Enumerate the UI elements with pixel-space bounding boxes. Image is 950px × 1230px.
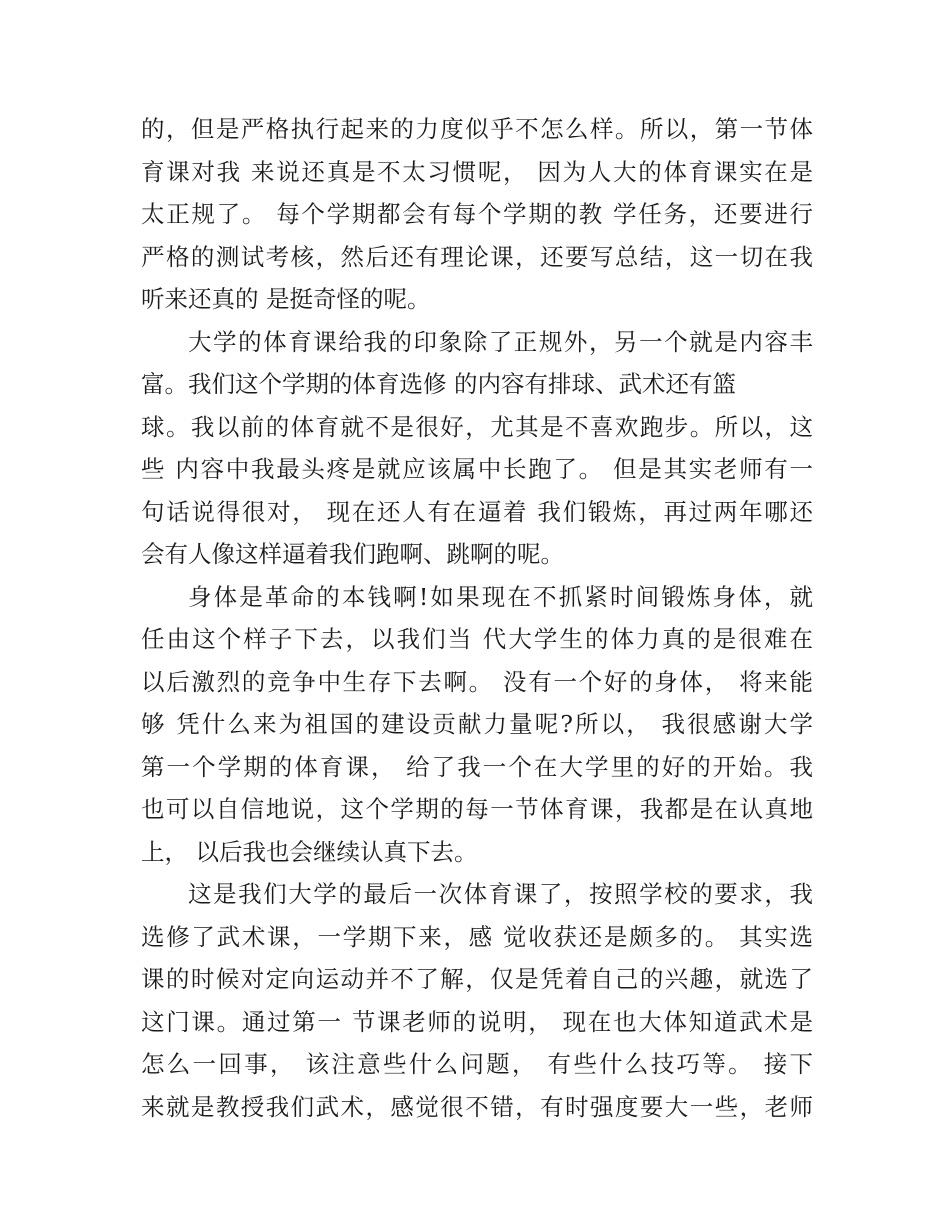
text-line: 的，但是严格执行起来的力度似乎不怎么样。所以，第一节体 [141, 115, 813, 143]
paragraph-first-line: 大学的体育课给我的印象除了正规外，另一个就是内容丰 [188, 327, 813, 356]
paragraph-first-line: 这是我们大学的最后一次体育课了，按照学校的要求，我 [188, 880, 813, 908]
text-line: 听来还真的 是挺奇怪的呢。 [141, 285, 431, 313]
body-text [141, 108, 813, 1128]
text-line: 句话说得很对， 现在还人有在逼着 我们锻炼，再过两年哪还 [141, 497, 813, 526]
text-line: 来就是教授我们武术，感觉很不错，有时强度要大一些，老师 [141, 1092, 813, 1121]
text-line: 课的时候对定向运动并不了解，仅是凭着自己的兴趣，就选了 [141, 965, 813, 993]
text-line: 严格的测试考核，然后还有理论课，还要写总结，这一切在我 [141, 242, 813, 271]
text-line: 育课对我 来说还真是不太习惯呢， 因为人大的体育课实在是 [141, 157, 813, 186]
text-line: 富。我们这个学期的体育选修 的内容有排球、武术还有篮 [141, 370, 736, 398]
text-line: 任由这个样子下去，以我们当 代大学生的体力真的是很难在 [141, 625, 813, 653]
text-line: 这门课。通过第一 节课老师的说明， 现在也大体知道武术是 [141, 1007, 813, 1036]
text-line: 上， 以后我也会继续认真下去。 [141, 837, 478, 866]
text-line: 以后激烈的竞争中生存下去啊。 没有一个好的身体， 将来能 [141, 667, 813, 696]
text-line: 第一个学期的体育课， 给了我一个在大学里的好的开始。我 [141, 752, 813, 781]
text-line: 选修了武术课，一学期下来，感 觉收获还是颇多的。 其实选 [141, 922, 813, 951]
paragraph-first-line: 身体是革命的本钱啊!如果现在不抓紧时间锻炼身体，就 [188, 582, 813, 611]
text-line: 也可以自信地说，这个学期的每一节体育课，我都是在认真地 [141, 795, 813, 823]
text-line: 球。我以前的体育就不是很好，尤其是不喜欢跑步。所以，这 [141, 412, 813, 441]
text-line: 太正规了。 每个学期都会有每个学期的教 学任务，还要进行 [141, 200, 813, 228]
text-line: 够 凭什么来为祖国的建设贡献力量呢?所以， 我很感谢大学 [141, 710, 813, 738]
text-line: 些 内容中我最头疼是就应该属中长跑了。 但是其实老师有一 [141, 455, 813, 483]
text-line: 怎么一回事， 该注意些什么问题， 有些什么技巧等。 接下 [141, 1050, 813, 1078]
text-line: 会有人像这样逼着我们跑啊、跳啊的呢。 [141, 540, 564, 568]
